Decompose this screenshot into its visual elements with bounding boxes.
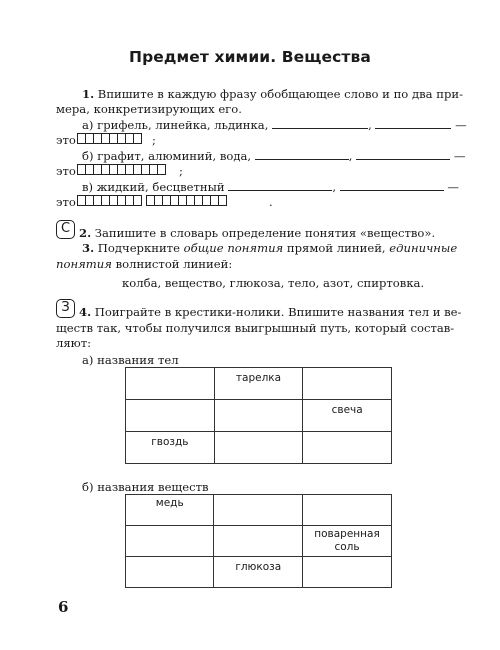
grid-cell[interactable] <box>126 526 214 557</box>
task2-row <box>79 226 435 240</box>
task2-number: 2. <box>79 226 92 240</box>
tic-tac-toe-grid-substances <box>125 494 392 588</box>
task1-c-period: . <box>269 195 273 209</box>
task3-general-concepts: общие понятия <box>183 241 284 255</box>
task1-a-eto: это <box>56 133 76 147</box>
task4-instruction-1: Поиграйте в крестики-нолики. Впишите названия тел и ве- <box>94 305 462 319</box>
task1-number: 1. <box>82 87 95 101</box>
grid-cell[interactable] <box>214 495 303 526</box>
grid-cell[interactable] <box>126 557 214 588</box>
grid-cell[interactable] <box>303 432 392 464</box>
task1-c-row <box>82 180 459 194</box>
grid-cell[interactable]: медь <box>126 495 214 526</box>
task4-row-1 <box>79 305 461 319</box>
task3-concepts: понятия <box>56 257 112 271</box>
grid-cell[interactable] <box>126 368 215 400</box>
task1-b-letter-boxes[interactable] <box>77 164 165 175</box>
task1-b-eto: это <box>56 164 76 178</box>
task3-word-list[interactable]: колба, вещество, глюкоза, тело, азот, спиртовка. <box>122 276 425 290</box>
task1-instruction-1: Впишите в каждую фразу обобщающее слово и по два при- <box>97 87 464 101</box>
page-title: Предмет химии. Вещества <box>129 48 371 66</box>
task4-b-label: б) названия веществ <box>82 480 209 494</box>
task1-c-blank-2[interactable] <box>340 180 444 191</box>
task2-text: Запишите в словарь определение понятия «вещество». <box>94 226 436 240</box>
comma: , <box>368 118 372 132</box>
comma: , <box>332 180 336 194</box>
task1-a-letter-boxes[interactable] <box>77 133 141 144</box>
grid-cell[interactable]: тарелка <box>214 368 303 400</box>
task3-number: 3. <box>82 241 95 255</box>
task4-a-label: а) названия тел <box>82 353 179 367</box>
grid-cell[interactable] <box>214 526 303 557</box>
grid-cell[interactable] <box>303 368 392 400</box>
task1-a-blank-2[interactable] <box>375 118 451 129</box>
task1-a-text: а) грифель, линейка, льдинка, <box>82 118 269 132</box>
comma: , <box>348 149 353 163</box>
task3-text-1: Подчеркните <box>97 241 180 255</box>
task1-a-blank-1[interactable] <box>272 118 368 129</box>
grid-cell[interactable] <box>214 400 303 432</box>
task1-b-blank-2[interactable] <box>356 149 450 160</box>
task1-line1 <box>82 87 463 101</box>
task1-c-eto: это <box>56 195 76 209</box>
task4-instruction-2: ществ так, чтобы получился выигрышный путь, который состав- <box>56 321 455 335</box>
task1-c-text: в) жидкий, бесцветный <box>82 180 225 194</box>
page-number: 6 <box>58 598 69 616</box>
task3-row-2 <box>56 257 232 271</box>
dash: — <box>447 180 459 194</box>
task3-row-1 <box>82 241 457 255</box>
task1-a-semicolon: ; <box>152 133 156 147</box>
task1-b-text: б) графит, алюминий, вода, <box>82 149 252 163</box>
task1-c-letter-boxes[interactable] <box>77 195 226 206</box>
grid-cell[interactable] <box>126 400 215 432</box>
grid-cell[interactable] <box>303 495 392 526</box>
task1-a-row <box>82 118 467 132</box>
grid-cell[interactable]: гвоздь <box>126 432 215 464</box>
grid-cell[interactable]: поваренная соль <box>303 526 392 557</box>
task1-b-semicolon: ; <box>179 164 183 178</box>
task1-c-blank-1[interactable] <box>228 180 332 191</box>
task1-instruction-2: мера, конкретизирующих его. <box>56 102 242 116</box>
task3-text-6: волнистой линией: <box>115 257 233 271</box>
badge-3-icon: З <box>56 299 75 318</box>
task1-b-blank-1[interactable] <box>255 149 349 160</box>
grid-cell[interactable] <box>214 432 303 464</box>
grid-cell[interactable]: глюкоза <box>214 557 303 588</box>
task1-b-row <box>82 149 465 163</box>
badge-c-icon: С <box>56 220 75 239</box>
grid-cell[interactable]: свеча <box>303 400 392 432</box>
tic-tac-toe-grid-bodies <box>125 367 392 464</box>
task4-number: 4. <box>79 305 92 319</box>
task3-text-3: прямой линией, <box>286 241 386 255</box>
grid-cell[interactable] <box>303 557 392 588</box>
dash: — <box>453 149 466 163</box>
dash: — <box>455 118 467 132</box>
task4-instruction-3: ляют: <box>56 336 92 350</box>
task3-single: единичные <box>389 241 458 255</box>
